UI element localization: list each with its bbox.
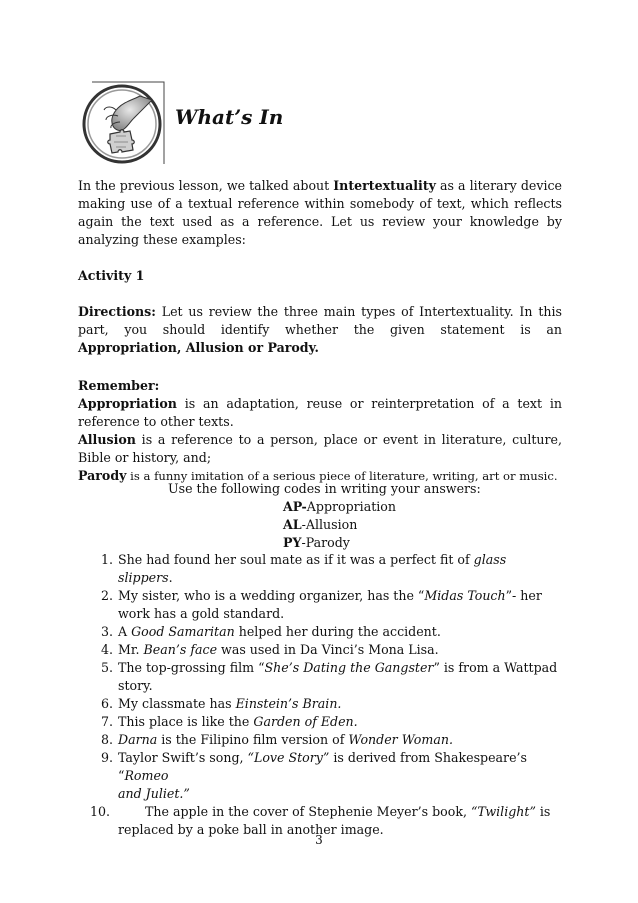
list-item-continuation: work has a gold standard. — [118, 606, 285, 621]
term-intertextuality: Intertextuality — [333, 178, 436, 193]
list-item-continuation: and Juliet.” — [118, 786, 190, 801]
list-item: 10. The apple in the cover of Stephenie Meyer’s book, “Twilight” is — [89, 804, 551, 819]
directions-label: Directions: — [78, 304, 156, 319]
definition-appropriation: Appropriation is an adaptation, reuse or reinterpretation of a text in reference to other texts. — [78, 396, 562, 429]
activity-title: Activity 1 — [78, 268, 145, 283]
list-item: 8. Darna is the Filipino film version of Wonder Woman. — [100, 732, 453, 747]
code-appropriation: AP-Appropriation — [283, 499, 397, 514]
codes-intro: Use the following codes in writing your answers: — [168, 481, 481, 496]
intro-paragraph: In the previous lesson, we talked about Intertextuality as a literary device making use of a textual reference within somebody of text, which reflects again the text used as a reference. Let us review your knowledge by analyzing these examples: — [78, 178, 563, 247]
definition-allusion: Allusion is a reference to a person, place or event in literature, culture, Bible or history, and; — [78, 432, 562, 465]
list-item: 6. My classmate has Einstein’s Brain. — [100, 696, 342, 711]
list-item: 7. This place is like the Garden of Eden. — [100, 714, 358, 729]
list-item: 5. The top-grossing film “She’s Dating the Gangster” is from a Wattpad — [100, 660, 558, 675]
answer-codes — [78, 480, 562, 552]
list-item: 1. She had found her soul mate as if it was a perfect fit of glass slippers. — [100, 552, 507, 585]
code-parody: PY-Parody — [283, 535, 350, 550]
page-number: 3 — [315, 833, 323, 847]
definition-parody: Parody is a funny imitation of a serious piece of literature, writing, art or music. — [78, 468, 558, 483]
list-item: 2. My sister, who is a wedding organizer, has the “Midas Touch”- her — [100, 588, 542, 603]
remember-label: Remember: — [78, 378, 160, 393]
list-item: 9. Taylor Swift’s song, “Love Story” is derived from Shakespeare’s “Romeo — [100, 750, 528, 783]
list-item-continuation: story. — [118, 678, 153, 693]
list-item: 4. Mr. Bean’s face was used in Da Vinci’s Mona Lisa. — [100, 642, 439, 657]
list-item-continuation: replaced by a poke ball in another image. — [118, 822, 384, 837]
list-item: 3. A Good Samaritan helped her during the accident. — [100, 624, 441, 639]
directions-paragraph: Directions: Let us review the three main types of Intertextuality. In this part, you should identify whether the given statement is an Appropriation, Allusion or Parody. — [78, 304, 562, 355]
code-allusion: AL-Allusion — [283, 517, 358, 532]
remember-section — [78, 377, 562, 485]
statement-list — [78, 551, 562, 839]
hand-puzzle-icon — [80, 76, 166, 166]
section-title: What’s In — [175, 105, 284, 129]
